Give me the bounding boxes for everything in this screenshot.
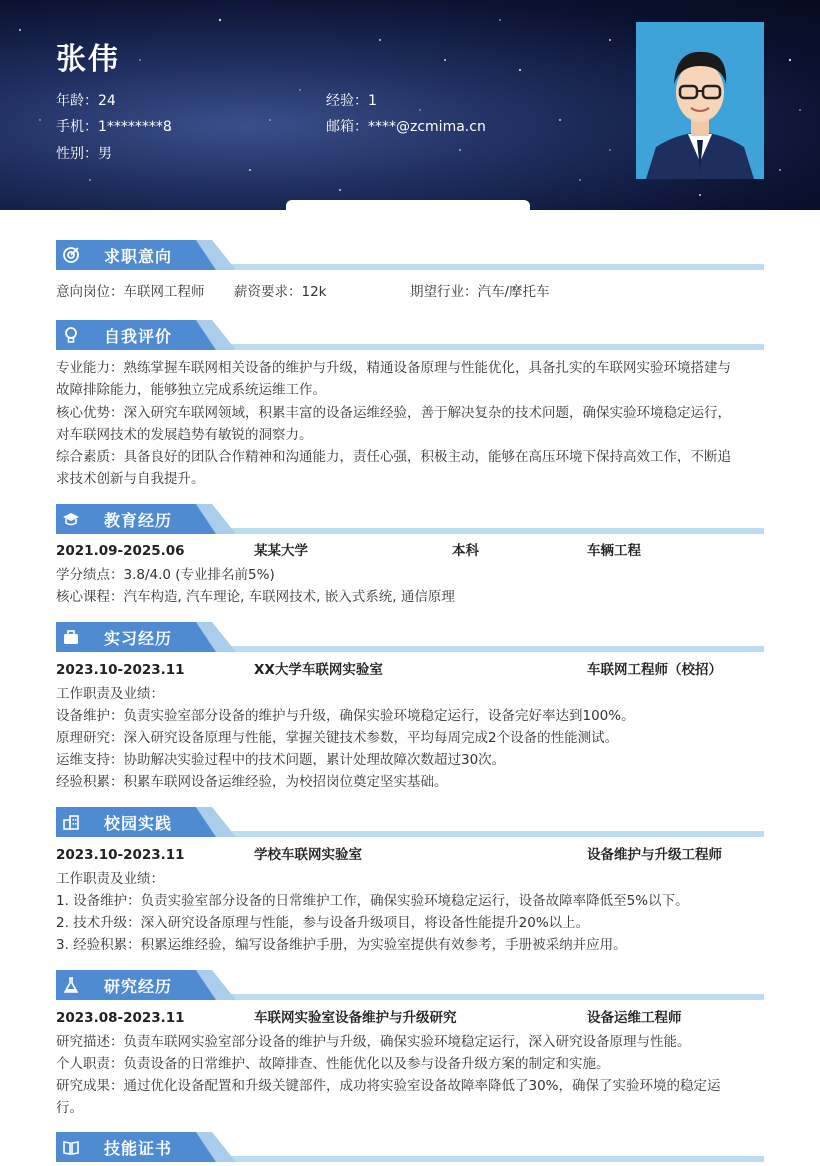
avatar-illustration — [636, 22, 764, 179]
research-line-2: 个人职责：负责设备的日常维护、故障排查、性能优化以及参与设备升级方案的制定和实施。 — [56, 1056, 610, 1072]
self-p2a: 核心优势：深入研究车联网领域，积累丰富的设备运维经验，善于解决复杂的技术问题，确保实验环境稳定运行， — [56, 405, 731, 421]
education-gpa: 学分绩点：3.8/4.0 (专业排名前5%) — [56, 567, 275, 583]
age-field — [56, 90, 116, 110]
profile-photo — [636, 22, 764, 179]
gender-value: 男 — [98, 146, 112, 162]
section-title-internship: 实习经历 — [104, 629, 173, 648]
research-org: 车联网实验室设备维护与升级研究 — [254, 1010, 457, 1026]
education-date: 2021.09-2025.06 — [56, 543, 185, 559]
graduation-cap-icon — [62, 510, 80, 528]
book-icon — [62, 1138, 80, 1156]
education-entry — [56, 540, 764, 562]
internship-role: 车联网工程师（校招） — [587, 662, 722, 678]
campus-org: 学校车联网实验室 — [254, 847, 362, 863]
intent-position: 意向岗位：车联网工程师 — [56, 284, 205, 300]
age-value: 24 — [98, 93, 116, 109]
research-line-1: 研究描述：负责车联网实验室部分设备的维护与升级，确保实验环境稳定运行，深入研究设备原理与性能。 — [56, 1034, 691, 1050]
self-p2b: 对车联网技术的发展趋势有敏锐的洞察力。 — [56, 427, 313, 443]
self-p3b: 求技术创新与自我提升。 — [56, 471, 205, 487]
research-date: 2023.08-2023.11 — [56, 1010, 185, 1026]
internship-line-4: 经验积累：积累车联网设备运维经验，为校招岗位奠定坚实基础。 — [56, 774, 448, 790]
lightbulb-icon — [62, 326, 80, 344]
campus-entry — [56, 844, 764, 866]
campus-line-2: 2. 技术升级：深入研究设备原理与性能，参与设备升级项目，将设备性能提升20%以上。 — [56, 915, 590, 931]
education-school: 某某大学 — [254, 543, 308, 559]
campus-line-3: 3. 经验积累：积累运维经验，编写设备维护手册，为实验室提供有效参考，手册被采纳并应用。 — [56, 937, 627, 953]
section-intent — [56, 240, 764, 274]
intent-salary: 薪资要求：12k — [234, 284, 327, 300]
research-line-3a: 研究成果：通过优化设备配置和升级关键部件，成功将实验室设备故障率降低了30%，确保了实验环境的稳定运 — [56, 1078, 721, 1094]
research-entry — [56, 1007, 764, 1029]
phone-label: 手机： — [56, 119, 98, 135]
age-label: 年龄： — [56, 93, 98, 109]
candidate-name: 张伟 — [56, 42, 120, 77]
intent-industry: 期望行业：汽车/摩托车 — [410, 284, 550, 300]
email-label: 邮箱： — [326, 119, 368, 135]
section-title-self: 自我评价 — [104, 327, 173, 346]
self-p1b: 故障排除能力，能够独立完成系统运维工作。 — [56, 382, 326, 398]
internship-date: 2023.10-2023.11 — [56, 662, 185, 678]
briefcase-icon — [62, 628, 80, 646]
section-title-education: 教育经历 — [104, 511, 173, 530]
flask-icon — [62, 976, 80, 994]
section-education — [56, 504, 764, 538]
self-p3a: 综合素质：具备良好的团队合作精神和沟通能力，责任心强，积极主动，能够在高压环境下保持高效工作，不断追 — [56, 449, 731, 465]
section-campus — [56, 807, 764, 841]
gender-label: 性别： — [56, 146, 98, 162]
experience-label: 经验： — [326, 93, 368, 109]
gender-field — [56, 143, 112, 163]
research-line-3b: 行。 — [56, 1100, 83, 1116]
section-title-campus: 校园实践 — [104, 814, 173, 833]
header-banner — [0, 0, 820, 210]
section-internship — [56, 622, 764, 656]
education-major: 车辆工程 — [587, 543, 641, 559]
internship-line-2: 原理研究：深入研究设备原理与性能，掌握关键技术参数，平均每周完成2个设备的性能测试。 — [56, 730, 619, 746]
education-degree: 本科 — [452, 543, 479, 559]
self-p1a: 专业能力：熟练掌握车联网相关设备的维护与升级，精通设备原理与性能优化，具备扎实的车联网实验环境搭建与 — [56, 360, 731, 376]
campus-date: 2023.10-2023.11 — [56, 847, 185, 863]
education-courses: 核心课程：汽车构造, 汽车理论, 车联网技术, 嵌入式系统, 通信原理 — [56, 589, 455, 605]
section-skills — [56, 1132, 764, 1166]
target-icon — [62, 246, 80, 264]
internship-line-1: 设备维护：负责实验室部分设备的维护与升级，确保实验环境稳定运行，设备完好率达到100%。 — [56, 708, 635, 724]
internship-entry — [56, 659, 764, 681]
building-icon — [62, 813, 80, 831]
campus-line-0: 工作职责及业绩： — [56, 871, 164, 887]
section-title-intent: 求职意向 — [104, 247, 173, 266]
experience-field — [326, 90, 377, 110]
section-self — [56, 320, 764, 354]
header-notch — [286, 200, 530, 210]
phone-value: 1********8 — [98, 119, 172, 135]
internship-org: XX大学车联网实验室 — [254, 662, 383, 678]
internship-line-0: 工作职责及业绩： — [56, 686, 164, 702]
section-title-skills: 技能证书 — [104, 1139, 173, 1158]
section-research — [56, 970, 764, 1004]
section-title-research: 研究经历 — [104, 977, 173, 996]
internship-line-3: 运维支持：协助解决实验过程中的技术问题，累计处理故障次数超过30次。 — [56, 752, 506, 768]
email-field — [326, 116, 486, 136]
campus-line-1: 1. 设备维护：负责实验室部分设备的日常维护工作，确保实验环境稳定运行，设备故障率降低至5%以下。 — [56, 893, 689, 909]
research-role: 设备运维工程师 — [587, 1010, 682, 1026]
phone-field — [56, 116, 172, 136]
email-value: ****@zcmima.cn — [368, 119, 486, 135]
campus-role: 设备维护与升级工程师 — [587, 847, 722, 863]
experience-value: 1 — [368, 93, 377, 109]
